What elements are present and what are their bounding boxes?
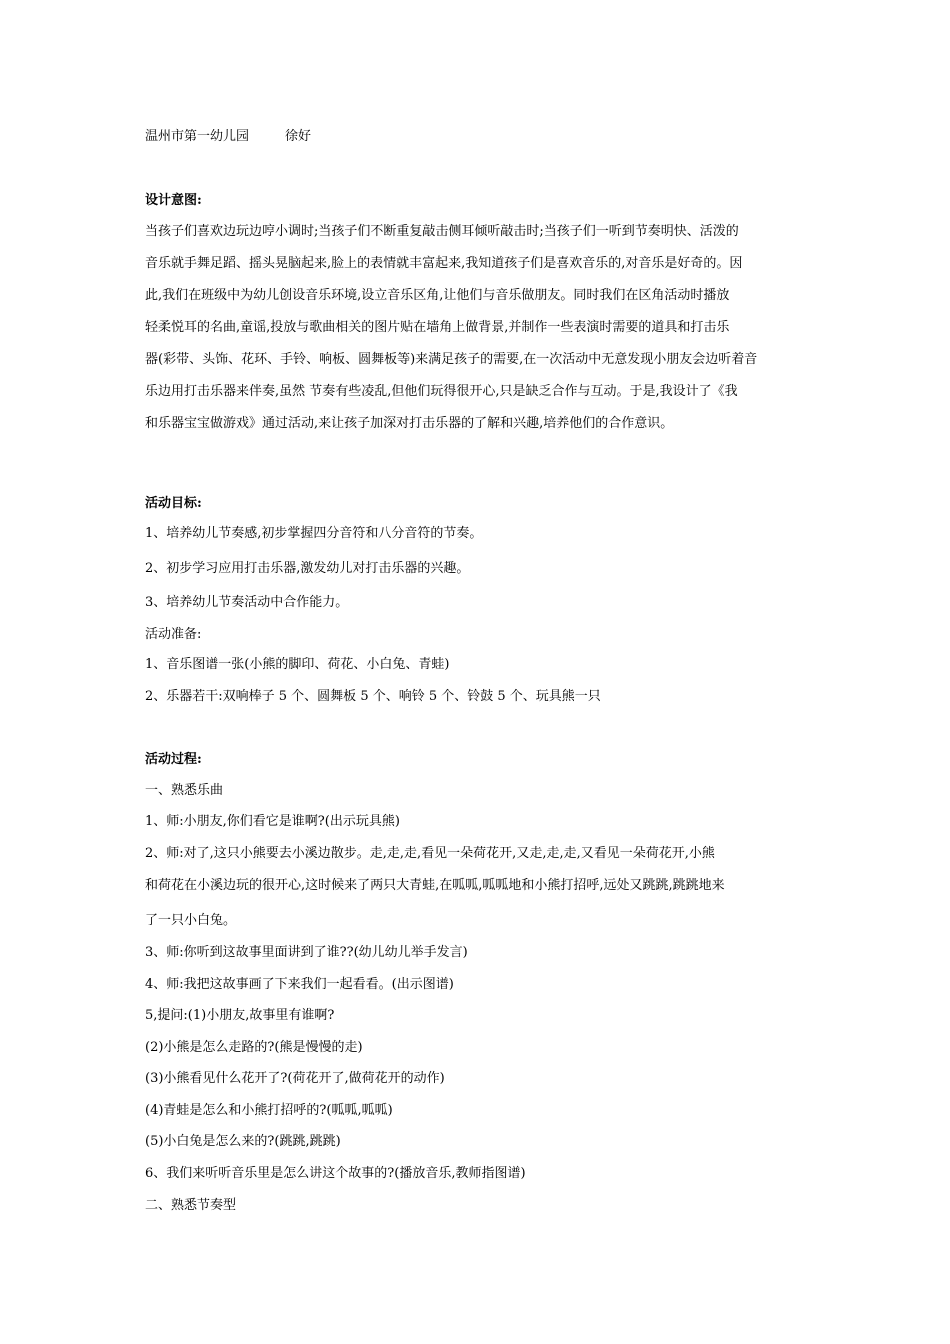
design-line: 此,我们在班级中为幼儿创设音乐环境,设立音乐区角,让他们与音乐做朋友。同时我们在区角活动时播放 xyxy=(145,288,730,303)
goal-item: 1、培养幼儿节奏感,初步掌握四分音符和八分音符的节奏。 xyxy=(145,526,483,541)
process-question: (2)小熊是怎么走路的?(熊是慢慢的走) xyxy=(145,1040,363,1055)
design-line: 器(彩带、头饰、花环、手铃、响板、圆舞板等)来满足孩子的需要,在一次活动中无意发现小朋友会边听着音 xyxy=(145,352,758,367)
goal-item: 2、初步学习应用打击乐器,激发幼儿对打击乐器的兴趣。 xyxy=(145,561,470,576)
header-line xyxy=(145,129,311,145)
process-question: (4)青蛙是怎么和小熊打招呼的?(呱呱,呱呱) xyxy=(145,1103,393,1118)
process-step: 3、师:你听到这故事里面讲到了谁??(幼儿幼儿举手发言) xyxy=(145,945,468,960)
school-name: 温州市第一幼儿园 xyxy=(145,129,250,144)
prep-item: 2、乐器若干:双响棒子 5 个、圆舞板 5 个、响铃 5 个、铃鼓 5 个、玩具熊一只 xyxy=(145,689,601,704)
design-line: 乐边用打击乐器来伴奏,虽然 节奏有些凌乱,但他们玩得很开心,只是缺乏合作与互动。于是,我设计了《我 xyxy=(145,384,738,399)
goals-heading: 活动目标: xyxy=(145,496,202,511)
process-question: (5)小白兔是怎么来的?(跳跳,跳跳) xyxy=(145,1134,341,1149)
design-line: 轻柔悦耳的名曲,童谣,投放与歌曲相关的图片贴在墙角上做背景,并制作一些表演时需要的道具和打击乐 xyxy=(145,320,730,335)
design-heading: 设计意图: xyxy=(145,193,202,208)
process-step: 1、师:小朋友,你们看它是谁啊?(出示玩具熊) xyxy=(145,814,400,829)
process-step: 和荷花在小溪边玩的很开心,这时候来了两只大青蛙,在呱呱,呱呱地和小熊打招呼,远处又跳跳,跳跳地来 xyxy=(145,878,725,893)
prep-item: 1、音乐图谱一张(小熊的脚印、荷花、小白兔、青蛙) xyxy=(145,657,450,672)
author-name: 徐好 xyxy=(285,129,312,144)
prep-heading: 活动准备: xyxy=(145,627,202,642)
design-line: 音乐就手舞足蹈、摇头晃脑起来,脸上的表情就丰富起来,我知道孩子们是喜欢音乐的,对音乐是好奇的。因 xyxy=(145,256,743,271)
process-step: 了一只小白兔。 xyxy=(145,913,237,928)
process-question: (3)小熊看见什么花开了?(荷花开了,做荷花开的动作) xyxy=(145,1071,445,1086)
process-heading: 活动过程: xyxy=(145,752,202,767)
process-step: 5,提问:(1)小朋友,故事里有谁啊? xyxy=(145,1008,335,1023)
process-step: 4、师:我把这故事画了下来我们一起看看。(出示图谱) xyxy=(145,977,454,992)
process-section-1: 一、熟悉乐曲 xyxy=(145,783,224,798)
design-line: 和乐器宝宝做游戏》通过活动,来让孩子加深对打击乐器的了解和兴趣,培养他们的合作意识。 xyxy=(145,416,674,431)
process-step: 2、师:对了,这只小熊要去小溪边散步。走,走,走,看见一朵荷花开,又走,走,走,又看见一朵荷花开,小熊 xyxy=(145,846,715,861)
process-step: 6、我们来听听音乐里是怎么讲这个故事的?(播放音乐,教师指图谱) xyxy=(145,1166,526,1181)
design-line: 当孩子们喜欢边玩边哼小调时;当孩子们不断重复敲击侧耳倾听敲击时;当孩子们一听到节奏明快、活泼的 xyxy=(145,224,739,239)
process-section-2: 二、熟悉节奏型 xyxy=(145,1198,237,1213)
goal-item: 3、培养幼儿节奏活动中合作能力。 xyxy=(145,595,349,610)
